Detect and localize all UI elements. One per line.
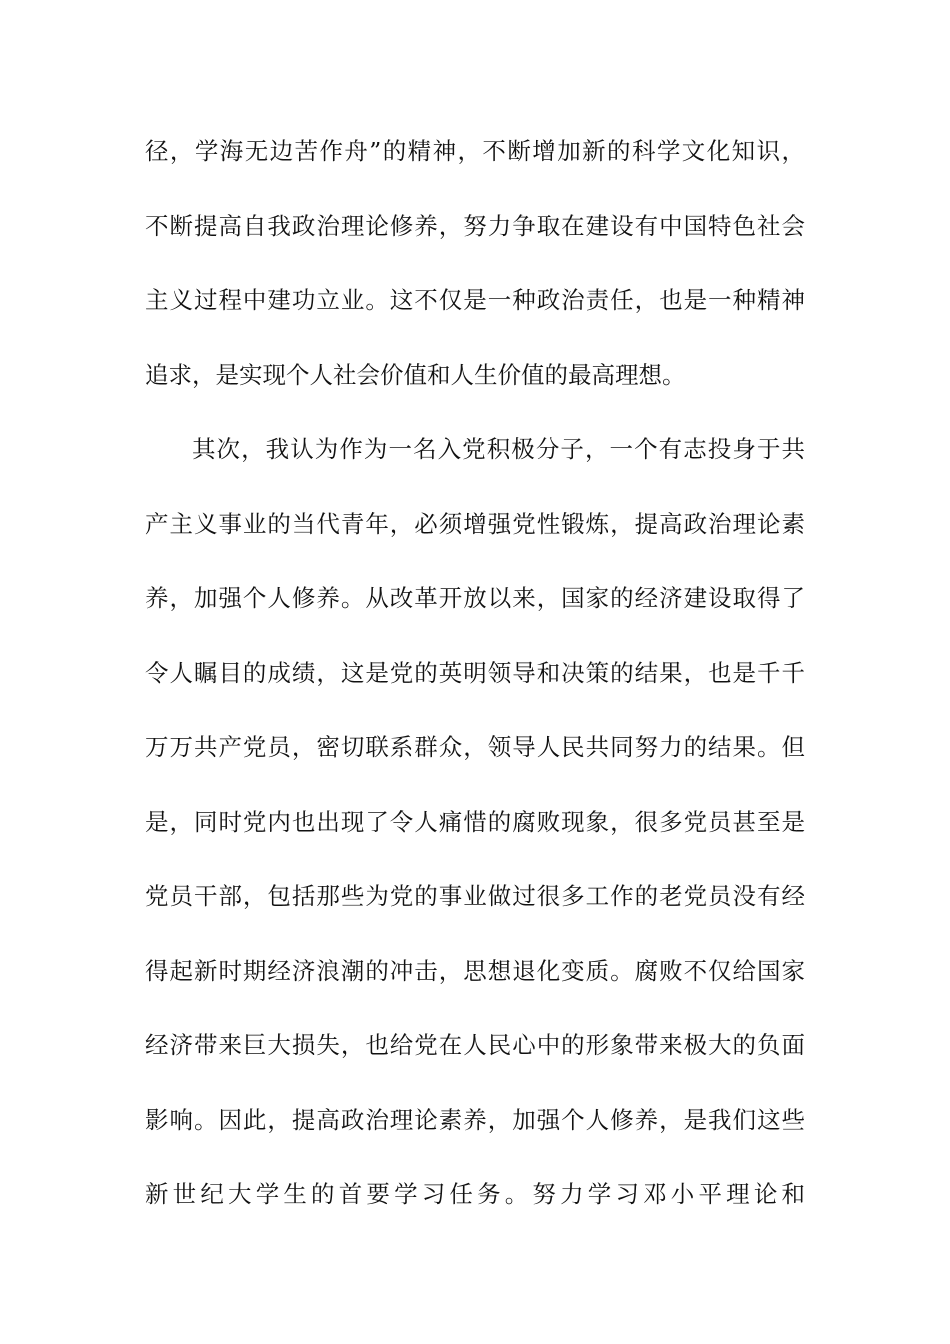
text-line-10: 是，同时党内也出现了令人痛惜的腐败现象，很多党员甚至是: [145, 807, 805, 836]
text-line-1: 径，学海无边苦作舟”的精神，不断增加新的科学文化知识，: [145, 137, 805, 165]
body-text: [145, 128, 805, 1246]
text-line-9: 万万共产党员，密切联系群众，领导人民共同努力的结果。但: [145, 733, 805, 761]
text-line-8: 令人瞩目的成绩，这是党的英明领导和决策的结果，也是千千: [145, 658, 805, 687]
text-line-11: 党员干部，包括那些为党的事业做过很多工作的老党员没有经: [145, 882, 805, 910]
text-line-14: 影响。因此，提高政治理论素养，加强个人修养，是我们这些: [145, 1105, 805, 1134]
text-line-7: 养，加强个人修养。从改革开放以来，国家的经济建设取得了: [145, 584, 805, 612]
text-line-2: 不断提高自我政治理论修养，努力争取在建设有中国特色社会: [145, 211, 805, 240]
text-line-15: 新世纪大学生的首要学习任务。努力学习邓小平理论和: [145, 1180, 805, 1208]
text-line-5: 其次，我认为作为一名入党积极分子，一个有志投身于共: [192, 435, 805, 463]
text-line-12: 得起新时期经济浪潮的冲击，思想退化变质。腐败不仅给国家: [145, 956, 805, 985]
text-line-13: 经济带来巨大损失，也给党在人民心中的形象带来极大的负面: [145, 1031, 805, 1059]
text-line-6: 产主义事业的当代青年，必须增强党性锻炼，提高政治理论素: [145, 509, 805, 538]
text-line-3: 主义过程中建功立业。这不仅是一种政治责任，也是一种精神: [145, 286, 805, 314]
text-line-4: 追求，是实现个人社会价值和人生价值的最高理想。: [145, 360, 686, 389]
